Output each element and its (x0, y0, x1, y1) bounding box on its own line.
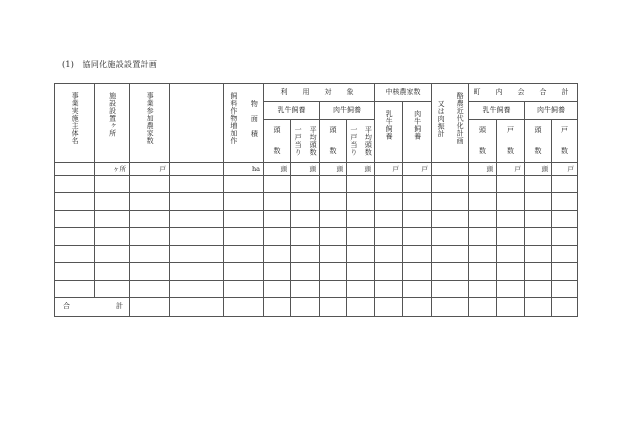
header-usage-dairy: 乳牛飼養 (264, 101, 320, 120)
cell[interactable] (552, 193, 578, 211)
cell[interactable] (224, 193, 264, 211)
cell[interactable] (525, 193, 552, 211)
header-usage-target: 利 用 対 象 (264, 84, 375, 102)
cell[interactable] (525, 245, 552, 263)
cell[interactable] (497, 228, 525, 246)
cell[interactable] (264, 228, 291, 246)
cell[interactable] (170, 263, 224, 281)
cell[interactable] (170, 210, 224, 228)
cell[interactable] (347, 193, 375, 211)
header-plan: 酪農近代化計画 又は肉振計 (432, 84, 469, 163)
total-label: 合 計 (55, 298, 130, 317)
cell[interactable] (130, 175, 170, 193)
cell[interactable] (497, 193, 525, 211)
cell[interactable] (347, 245, 375, 263)
cell[interactable] (469, 298, 497, 317)
cell[interactable] (497, 245, 525, 263)
unit-cell: 戸 (375, 163, 403, 175)
cell[interactable] (432, 175, 469, 193)
cell[interactable] (552, 175, 578, 193)
cell[interactable] (320, 298, 347, 317)
cell[interactable] (403, 263, 432, 281)
cell[interactable] (347, 298, 375, 317)
cell[interactable] (170, 228, 224, 246)
cell[interactable] (525, 175, 552, 193)
cell[interactable] (95, 280, 130, 298)
cell[interactable] (130, 228, 170, 246)
cell[interactable] (130, 193, 170, 211)
unit-cell: 頭 (291, 163, 320, 175)
table-row (55, 210, 578, 228)
cell[interactable] (291, 280, 320, 298)
cell[interactable] (347, 228, 375, 246)
cell[interactable] (552, 245, 578, 263)
cell[interactable] (469, 210, 497, 228)
cell[interactable] (55, 193, 95, 211)
cell[interactable] (375, 210, 403, 228)
cell[interactable] (552, 298, 578, 317)
cell[interactable] (224, 263, 264, 281)
page-title: (1) 協同化施設設置計画 (62, 60, 158, 69)
cell[interactable] (95, 245, 130, 263)
table-row (55, 193, 578, 211)
unit-cell (432, 163, 469, 175)
cell[interactable] (130, 245, 170, 263)
header-town-beef: 肉牛飼養 (525, 101, 578, 120)
cell[interactable] (432, 263, 469, 281)
cell[interactable] (469, 228, 497, 246)
cell[interactable] (170, 175, 224, 193)
header-usage-beef-heads: 頭 数 (320, 120, 347, 163)
cell[interactable] (497, 298, 525, 317)
cell[interactable] (552, 210, 578, 228)
cell[interactable] (469, 280, 497, 298)
cell[interactable] (224, 298, 264, 317)
cell[interactable] (432, 245, 469, 263)
cell[interactable] (552, 228, 578, 246)
unit-cell: 戸 (552, 163, 578, 175)
cell[interactable] (95, 175, 130, 193)
cell[interactable] (291, 245, 320, 263)
cell[interactable] (264, 263, 291, 281)
header-town-dairy-farms: 戸 数 (497, 120, 525, 163)
cell[interactable] (403, 175, 432, 193)
cell[interactable] (469, 175, 497, 193)
cell[interactable] (320, 280, 347, 298)
cell[interactable] (320, 175, 347, 193)
cell[interactable] (55, 228, 95, 246)
cell[interactable] (291, 228, 320, 246)
cell[interactable] (55, 263, 95, 281)
cell[interactable] (525, 280, 552, 298)
cell[interactable] (95, 263, 130, 281)
cell[interactable] (130, 263, 170, 281)
header-usage-dairy-heads: 頭 数 (264, 120, 291, 163)
cell[interactable] (291, 193, 320, 211)
cell[interactable] (264, 210, 291, 228)
cell[interactable] (375, 193, 403, 211)
table-row (55, 228, 578, 246)
cell[interactable] (291, 210, 320, 228)
cell[interactable] (525, 228, 552, 246)
cell[interactable] (552, 280, 578, 298)
cell[interactable] (469, 245, 497, 263)
cell[interactable] (170, 298, 224, 317)
unit-cell: ha (224, 163, 264, 175)
cell[interactable] (291, 175, 320, 193)
cell[interactable] (375, 298, 403, 317)
unit-cell: 頭 (264, 163, 291, 175)
cell[interactable] (375, 175, 403, 193)
header-town-beef-heads: 頭 数 (525, 120, 552, 163)
cell[interactable] (320, 210, 347, 228)
cell[interactable] (432, 210, 469, 228)
cell[interactable] (55, 175, 95, 193)
cell[interactable] (264, 175, 291, 193)
cell[interactable] (264, 193, 291, 211)
cell[interactable] (320, 193, 347, 211)
cell[interactable] (170, 245, 224, 263)
cell[interactable] (375, 245, 403, 263)
facility-plan-table (54, 83, 578, 317)
header-core-dairy: 乳牛飼養 (375, 101, 403, 163)
header-town-beef-farms: 戸 数 (552, 120, 578, 163)
header-feed-crop-area: 物 面 積 飼料作物増加作 (224, 84, 264, 163)
cell[interactable] (497, 263, 525, 281)
header-participating-farms: 事業参加農家数 (130, 84, 170, 163)
cell[interactable] (224, 175, 264, 193)
cell[interactable] (170, 193, 224, 211)
cell[interactable] (320, 228, 347, 246)
unit-cell (170, 163, 224, 175)
header-town-total: 町 内 会 合 計 (469, 84, 578, 102)
cell[interactable] (403, 298, 432, 317)
cell[interactable] (375, 280, 403, 298)
header-town-dairy-heads: 頭 数 (469, 120, 497, 163)
cell[interactable] (130, 298, 170, 317)
cell[interactable] (552, 263, 578, 281)
cell[interactable] (130, 280, 170, 298)
cell[interactable] (403, 228, 432, 246)
cell[interactable] (224, 245, 264, 263)
cell[interactable] (403, 245, 432, 263)
header-blank (170, 84, 224, 163)
cell[interactable] (432, 280, 469, 298)
cell[interactable] (224, 210, 264, 228)
cell[interactable] (469, 193, 497, 211)
table-row (55, 263, 578, 281)
cell[interactable] (224, 280, 264, 298)
table-row (55, 175, 578, 193)
unit-cell: 頭 (347, 163, 375, 175)
cell[interactable] (403, 193, 432, 211)
unit-cell: ヶ所 (95, 163, 130, 175)
cell[interactable] (55, 210, 95, 228)
cell[interactable] (497, 280, 525, 298)
cell[interactable] (130, 210, 170, 228)
cell[interactable] (375, 263, 403, 281)
cell[interactable] (264, 245, 291, 263)
header-usage-dairy-avg: 平均頭数 一戸当り (291, 120, 320, 163)
cell[interactable] (95, 210, 130, 228)
header-entity: 事業実施主体名 (55, 84, 95, 163)
cell[interactable] (55, 245, 95, 263)
cell[interactable] (525, 298, 552, 317)
cell[interactable] (95, 228, 130, 246)
cell[interactable] (497, 210, 525, 228)
cell[interactable] (403, 280, 432, 298)
cell[interactable] (525, 210, 552, 228)
unit-cell: 戸 (497, 163, 525, 175)
cell[interactable] (497, 175, 525, 193)
unit-cell: 戸 (130, 163, 170, 175)
cell[interactable] (432, 193, 469, 211)
table-row (55, 280, 578, 298)
cell[interactable] (320, 245, 347, 263)
header-core-farms: 中核農家数 (375, 84, 432, 102)
cell[interactable] (375, 228, 403, 246)
cell[interactable] (347, 210, 375, 228)
header-core-beef: 肉牛飼養 (403, 101, 432, 163)
unit-cell: 戸 (403, 163, 432, 175)
header-town-dairy: 乳牛飼養 (469, 101, 525, 120)
cell[interactable] (291, 298, 320, 317)
cell[interactable] (469, 263, 497, 281)
total-row (55, 298, 578, 317)
cell[interactable] (347, 280, 375, 298)
unit-cell (55, 163, 95, 175)
header-facility-location: 施設設置ヶ所 (95, 84, 130, 163)
cell[interactable] (264, 280, 291, 298)
table-row (55, 245, 578, 263)
cell[interactable] (347, 263, 375, 281)
cell[interactable] (432, 298, 469, 317)
cell[interactable] (432, 228, 469, 246)
unit-cell: 頭 (320, 163, 347, 175)
unit-cell: 頭 (469, 163, 497, 175)
cell[interactable] (170, 280, 224, 298)
cell[interactable] (291, 263, 320, 281)
cell[interactable] (55, 280, 95, 298)
units-row (55, 163, 578, 175)
cell[interactable] (95, 193, 130, 211)
cell[interactable] (403, 210, 432, 228)
header-usage-beef-avg: 平均頭数 一戸当り (347, 120, 375, 163)
cell[interactable] (224, 228, 264, 246)
unit-cell: 頭 (525, 163, 552, 175)
header-usage-beef: 肉牛飼養 (320, 101, 375, 120)
cell[interactable] (347, 175, 375, 193)
cell[interactable] (320, 263, 347, 281)
cell[interactable] (264, 298, 291, 317)
cell[interactable] (525, 263, 552, 281)
